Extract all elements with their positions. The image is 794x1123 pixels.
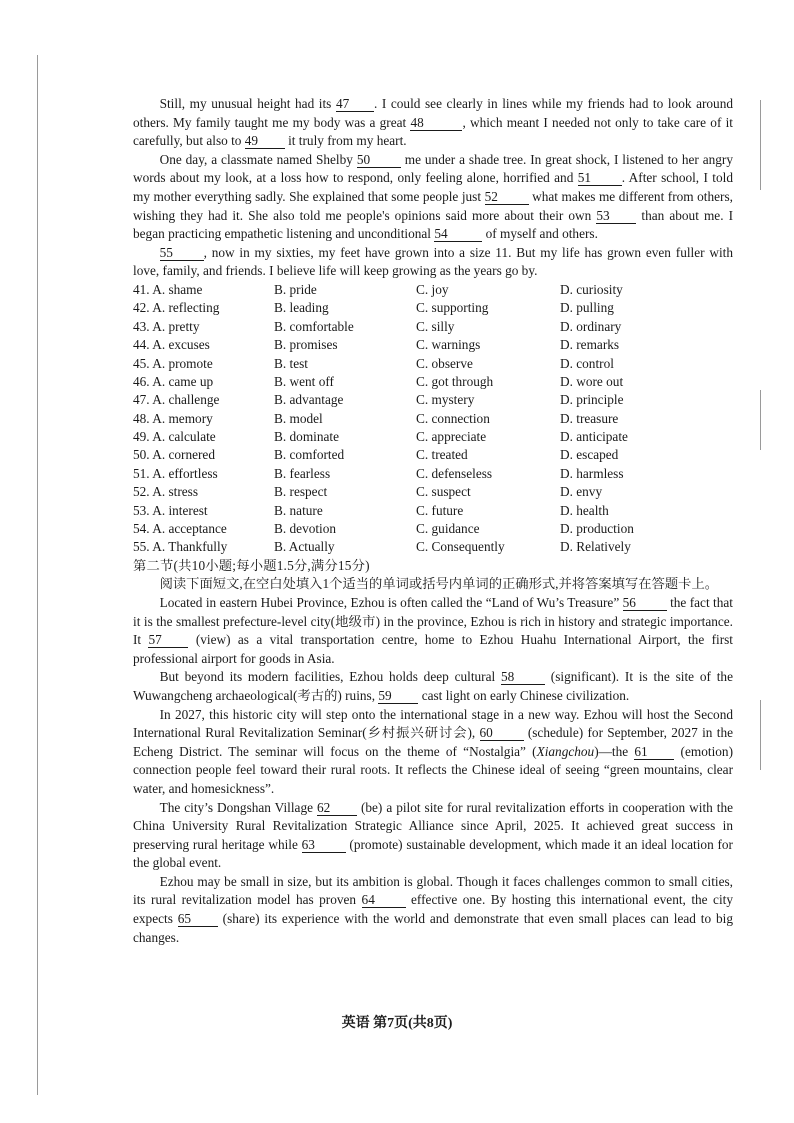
- option-row-44: [133, 336, 733, 354]
- text: (be) a pilot site for rural revitalization efforts in cooperation with the China University Rural Revitalization Strategic Alliance since April, 2025. It achieved great success in preserving rural heritage while: [133, 799, 734, 852]
- blank-57: 57: [148, 632, 188, 648]
- blank-55: 55: [160, 245, 204, 261]
- page-content: [133, 95, 733, 947]
- blank-62: 62: [317, 800, 357, 816]
- option: B. Actually: [274, 539, 335, 555]
- passage2-paragraph-1: [133, 594, 733, 668]
- option: D. principle: [560, 392, 624, 408]
- text: Still, my unusual height had its: [159, 96, 336, 111]
- blank-65: 65: [178, 911, 218, 927]
- text: me under a shade tree. In great shock, I listened to her angry words about my look, at a loss how to respond, only feeling alone, horrified and: [133, 151, 733, 186]
- option: D. wore out: [560, 373, 624, 389]
- option: 54. A. acceptance: [133, 521, 227, 537]
- option: C. joy: [416, 281, 449, 297]
- option: D. harmless: [560, 465, 624, 481]
- option: 48. A. memory: [133, 410, 213, 426]
- text: of myself and others.: [482, 226, 598, 242]
- option: B. advantage: [274, 392, 344, 408]
- option-row-45: [133, 355, 733, 373]
- option: B. pride: [274, 281, 317, 297]
- option: C. Consequently: [416, 539, 505, 555]
- blank-58: 58: [501, 669, 545, 685]
- option: 43. A. pretty: [133, 318, 200, 334]
- text: (schedule) for September, 2027 in the Echeng District. The seminar will focus on the theme of “Nostalgia” (: [133, 725, 733, 759]
- passage1-paragraph-2: [133, 151, 733, 244]
- option: B. leading: [274, 300, 329, 316]
- option: C. mystery: [416, 392, 475, 408]
- option: C. defenseless: [416, 465, 493, 481]
- blank-54: 54: [434, 226, 482, 242]
- option: 53. A. interest: [133, 502, 208, 518]
- blank-61: 61: [634, 744, 674, 760]
- option: B. nature: [274, 502, 323, 518]
- option-row-46: [133, 373, 733, 391]
- text: (emotion) connection people feel toward their rural roots. It reflects the Chinese ideal of seeing “green mountains, clear water, and homesickness”.: [133, 743, 733, 796]
- passage2-paragraph-2: [133, 668, 733, 705]
- option: C. future: [416, 502, 464, 518]
- text: (view) as a vital transportation centre, home to Ezhou Huahu International Airport, the first professional airport for goods in Asia.: [133, 632, 733, 666]
- text: Located in eastern Hubei Province, Ezhou is often called the “Land of Wu’s Treasure”: [159, 594, 623, 610]
- scan-edge-right-3: [760, 700, 761, 770]
- blank-59: 59: [378, 688, 418, 704]
- text: what makes me different from others, wishing they had it. She also told me people's opinions said more about their own: [133, 188, 733, 223]
- option: 44. A. excuses: [133, 337, 210, 353]
- option-row-43: [133, 318, 733, 336]
- option: B. dominate: [274, 429, 339, 445]
- text: But beyond its modern facilities, Ezhou holds deep cultural: [159, 669, 501, 685]
- text: , which meant I needed not only to take care of it carefully, but also to: [133, 114, 733, 149]
- section-2-instruction: 阅读下面短文,在空白处填入1个适当的单词或括号内单词的正确形式,并将答案填写在答题卡上。: [159, 576, 719, 592]
- option: D. control: [560, 355, 614, 371]
- page-footer: 英语 第7页(共8页): [341, 1016, 453, 1031]
- passage2-paragraph-3: [133, 706, 733, 799]
- blank-50: 50: [357, 152, 401, 168]
- option-row-41: [133, 281, 733, 299]
- option: 52. A. stress: [133, 484, 199, 500]
- option: B. test: [274, 355, 308, 371]
- option: D. production: [560, 521, 634, 537]
- passage2-paragraph-5: [133, 873, 733, 947]
- option: B. respect: [274, 484, 328, 500]
- passage1-paragraph-3: [133, 244, 733, 281]
- option: C. guidance: [416, 521, 480, 537]
- blank-60: 60: [480, 725, 524, 741]
- option: 46. A. came up: [133, 373, 214, 389]
- option-row-42: [133, 299, 733, 317]
- text: . After school, I told my mother everything sadly. She explained that some people just: [133, 170, 733, 204]
- option-row-55: [133, 538, 733, 556]
- option-row-53: [133, 502, 733, 520]
- scan-edge-right: [760, 100, 761, 190]
- option: C. silly: [416, 318, 455, 334]
- text: the fact that it is the smallest prefecture-level city(地级市) in the province, Ezhou is rich in history and strategic importance. It: [133, 594, 733, 648]
- option-row-52: [133, 483, 733, 501]
- text: Ezhou may be small in size, but its ambition is global. Though it faces challenges common to small cities, its rural revitalization model has proven: [133, 873, 733, 908]
- blank-48: 48: [410, 115, 462, 131]
- option: D. remarks: [560, 337, 620, 353]
- option: C. warnings: [416, 337, 481, 353]
- option: B. model: [274, 410, 323, 426]
- option: B. promises: [274, 337, 338, 353]
- option: 49. A. calculate: [133, 429, 216, 445]
- blank-51: 51: [578, 170, 622, 186]
- option: D. Relatively: [560, 539, 631, 555]
- answer-options: [133, 281, 733, 557]
- option-row-54: [133, 520, 733, 538]
- text: (promote) sustainable development, which made it an ideal location for the global event.: [133, 836, 733, 871]
- text: effective one. By hosting this international event, the city expects: [133, 892, 733, 927]
- blank-52: 52: [485, 189, 529, 205]
- text: One day, a classmate named Shelby: [159, 151, 357, 167]
- text: than about me. I began practicing empathetic listening and unconditional: [133, 207, 733, 242]
- text: The city’s Dongshan Village: [159, 799, 317, 815]
- option: D. pulling: [560, 300, 614, 316]
- blank-64: 64: [362, 892, 406, 908]
- option: D. treasure: [560, 410, 619, 426]
- option: C. got through: [416, 373, 494, 389]
- option: C. connection: [416, 410, 490, 426]
- option: 55. A. Thankfully: [133, 539, 228, 555]
- option: C. supporting: [416, 300, 489, 316]
- option-row-49: [133, 428, 733, 446]
- option: B. comfortable: [274, 318, 354, 334]
- option: 47. A. challenge: [133, 392, 220, 408]
- option: C. observe: [416, 355, 473, 371]
- option: 51. A. effortless: [133, 465, 218, 481]
- option: C. appreciate: [416, 429, 487, 445]
- text: (share) its experience with the world and demonstrate that even small places can lead to big changes.: [133, 911, 733, 945]
- text: )—the: [594, 743, 635, 759]
- option-row-50: [133, 446, 733, 464]
- scan-edge-right-2: [760, 390, 761, 450]
- option: 41. A. shame: [133, 281, 203, 297]
- italic-term: Xiangchou: [536, 743, 595, 759]
- option: D. ordinary: [560, 318, 622, 334]
- scan-edge-left: [37, 55, 38, 1095]
- option: B. devotion: [274, 521, 337, 537]
- blank-56: 56: [623, 595, 667, 611]
- blank-53: 53: [596, 208, 636, 224]
- blank-49: 49: [245, 133, 285, 149]
- section-2-heading: 第二节(共10小题;每小题1.5分,满分15分): [133, 557, 370, 573]
- option: D. envy: [560, 484, 603, 500]
- option: D. health: [560, 502, 609, 518]
- blank-47: 47: [336, 96, 374, 112]
- option: C. suspect: [416, 484, 471, 500]
- text: cast light on early Chinese civilization.: [418, 687, 630, 703]
- text: it truly from my heart.: [284, 133, 407, 149]
- passage2-paragraph-4: [133, 799, 733, 873]
- option-row-51: [133, 465, 733, 483]
- option: B. fearless: [274, 465, 331, 481]
- option: D. anticipate: [560, 429, 628, 445]
- option: C. treated: [416, 447, 468, 463]
- text: . I could see clearly in lines while my friends had to look around others. My family taught me my body was a great: [133, 96, 733, 130]
- blank-63: 63: [302, 837, 346, 853]
- option-row-48: [133, 410, 733, 428]
- option-row-47: [133, 391, 733, 409]
- option: D. escaped: [560, 447, 619, 463]
- text: , now in my sixties, my feet have grown into a size 11. But my life has grown even fuller with love, family, and friends. I believe life will keep growing as the years go by.: [133, 244, 733, 279]
- text: (significant). It is the site of the Wuwangcheng archaeological(考古的) ruins,: [133, 669, 733, 703]
- option: 45. A. promote: [133, 355, 213, 371]
- option: 50. A. cornered: [133, 447, 215, 463]
- option: B. went off: [274, 373, 334, 389]
- passage1-paragraph-1: [133, 95, 733, 151]
- option: D. curiosity: [560, 281, 623, 297]
- option: B. comforted: [274, 447, 345, 463]
- text: In 2027, this historic city will step onto the international stage in a new way. Ezhou will host the Second International Rural Revitalization Seminar(乡村振兴研讨会),: [133, 706, 733, 741]
- option: 42. A. reflecting: [133, 300, 220, 316]
